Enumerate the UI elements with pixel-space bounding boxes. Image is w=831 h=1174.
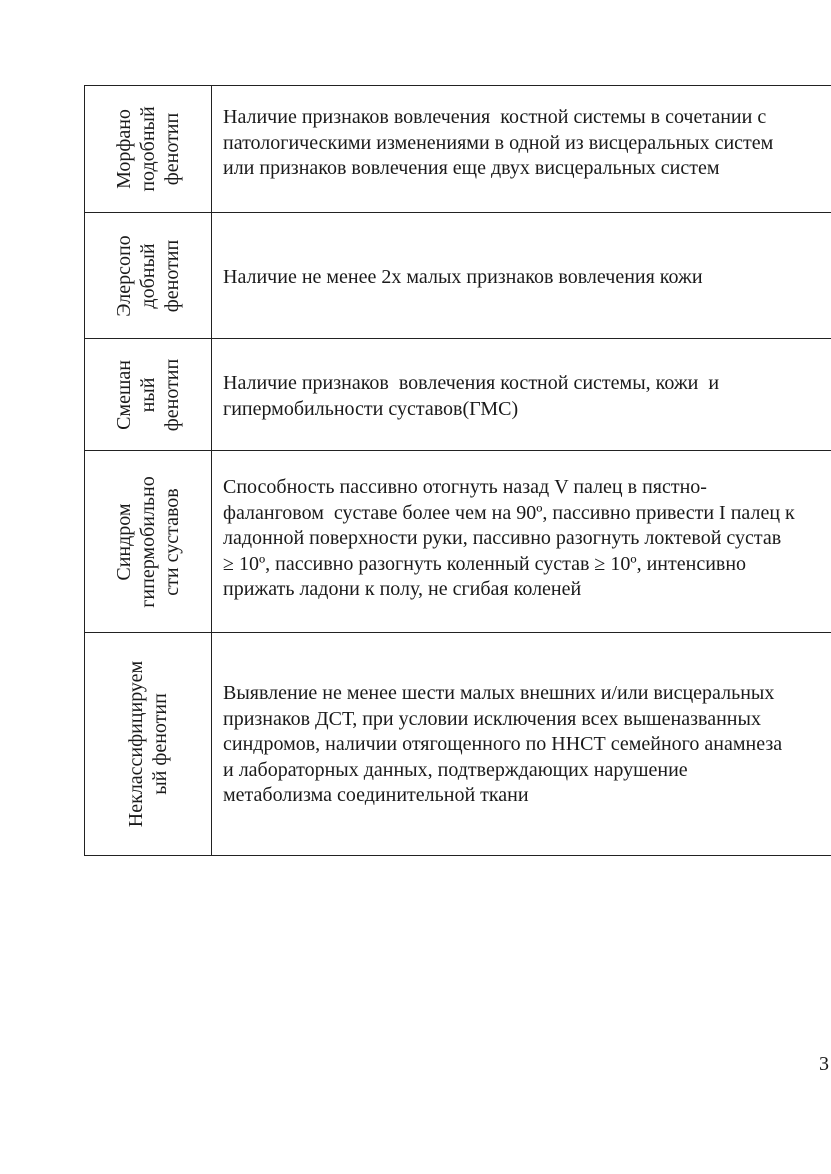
row-label-cell [85,451,212,632]
table-row [85,633,831,856]
row-description: Выявление не менее шести малых внешних и/или висцеральных признаков ДСТ, при условии исключения всех вышеназванных синдромов, наличии отягощенного по ННСТ семейного анамнеза и лабораторных данных, подтверждающих нарушение метаболизма соединительной ткани [223,682,783,806]
table-row [85,213,831,339]
row-label: Синдром гипермобильно сти суставов [113,475,183,608]
table-row [85,86,831,213]
row-description: Способность пассивно отогнуть назад V палец в пястно- фаланговом суставе более чем на 90º, пассивно привести I палец к ладонной поверхности руки, пассивно разогнуть локтевой сустав ≥ 10º, пассивно разогнуть коленный сустав ≥ 10º, интенсивно прижать ладони к полу, не сгибая коленей [223,476,795,600]
table-row [85,451,831,633]
row-label-cell [85,213,212,338]
row-description-cell [212,213,831,338]
row-label: Смешан ный фенотип [113,358,183,431]
row-description: Наличие признаков вовлечения костной системы в сочетании с патологическими изменениями в одной из висцеральных систем или признаков вовлечения еще двух висцеральных систем [223,106,774,179]
row-description: Наличие признаков вовлечения костной системы, кожи и гипермобильности суставов(ГМС) [223,372,720,420]
row-label-cell [85,633,212,855]
table-row [85,339,831,451]
row-label: Морфано подобный фенотип [113,106,183,192]
row-label: Элерсопо добный фенотип [113,234,183,317]
row-label: Неклассифицируем ый фенотип [125,660,171,828]
row-description-cell [212,339,831,450]
row-description-cell [212,451,831,632]
row-description: Наличие не менее 2х малых признаков вовлечения кожи [223,266,703,288]
page-number: 3 [819,1053,829,1075]
phenotype-table [84,85,831,856]
row-description-cell [212,633,831,855]
row-label-cell [85,339,212,450]
row-description-cell [212,86,831,212]
row-label-cell [85,86,212,212]
